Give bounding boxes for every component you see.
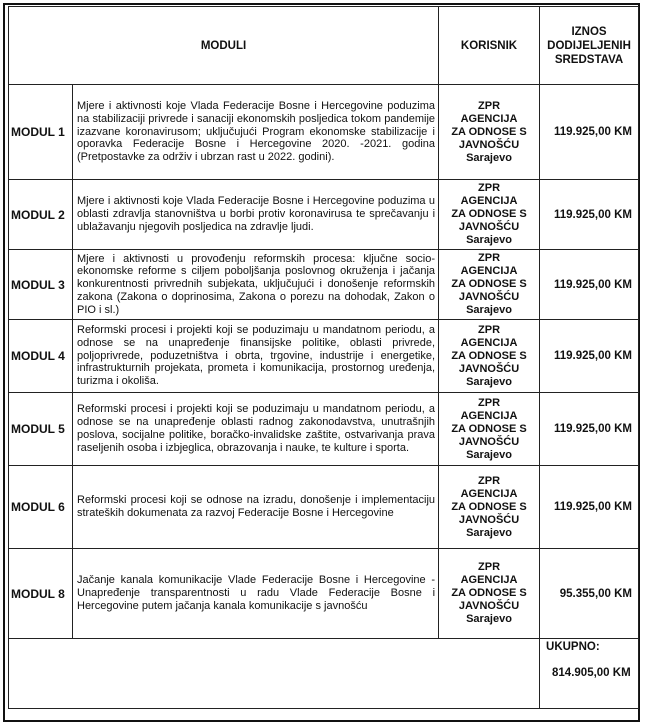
korisnik-line: JAVNOŠĆU bbox=[458, 221, 520, 233]
korisnik-line: Sarajevo bbox=[466, 151, 512, 164]
korisnik-line: ZPR bbox=[478, 99, 501, 112]
korisnik-line: ZA ODNOSE S bbox=[451, 125, 527, 138]
korisnik-line: Sarajevo bbox=[466, 613, 512, 625]
korisnik-cell bbox=[439, 320, 540, 393]
korisnik-line: ZA ODNOSE S bbox=[451, 278, 527, 290]
table-row bbox=[9, 549, 639, 639]
table-row bbox=[9, 180, 639, 250]
iznos-value: 119.925,00 KM bbox=[540, 180, 639, 250]
modul-name: MODUL 8 bbox=[9, 549, 73, 639]
iznos-value: 119.925,00 KM bbox=[540, 85, 639, 180]
total-value: 814.905,00 KM bbox=[552, 667, 631, 679]
korisnik-cell bbox=[439, 393, 540, 466]
iznos-value: 119.925,00 KM bbox=[540, 466, 639, 549]
modul-description: Reformski procesi i projekti koji se poduzimaju u mandatnom periodu, a odnose se na unapređenje oblasti radnog zakonodavstva, unutrašnjih poslova, socijalne politike, boračko-invalidske zaštite, ostvarivanja prava raseljenih osoba i izbjeglica, obrazovanja i nauke, te kulture i sporta. bbox=[73, 393, 439, 466]
iznos-value: 119.925,00 KM bbox=[540, 320, 639, 393]
korisnik-cell bbox=[439, 85, 540, 180]
modul-name: MODUL 5 bbox=[9, 393, 73, 466]
korisnik-line: Sarajevo bbox=[466, 375, 512, 388]
iznos-value: 119.925,00 KM bbox=[540, 393, 639, 466]
total-cell bbox=[540, 639, 639, 709]
iznos-value: 119.925,00 KM bbox=[540, 250, 639, 320]
korisnik-line: AGENCIJA bbox=[460, 574, 518, 586]
korisnik-line: ZPR bbox=[478, 474, 501, 487]
header-korisnik: KORISNIK bbox=[439, 7, 540, 85]
header-row bbox=[9, 7, 639, 85]
korisnik-cell bbox=[439, 250, 540, 320]
header-iznos bbox=[540, 7, 639, 85]
korisnik-line: ZA ODNOSE S bbox=[451, 500, 527, 513]
modul-name: MODUL 1 bbox=[9, 85, 73, 180]
korisnik-line: AGENCIJA bbox=[460, 112, 518, 125]
korisnik-line: ZPR bbox=[478, 182, 501, 194]
korisnik-line: ZA ODNOSE S bbox=[451, 208, 527, 220]
korisnik-cell bbox=[439, 466, 540, 549]
modul-description: Mjere i aktivnosti koje Vlada Federacije Bosne i Hercegovine poduzima na stabilizaciji privrede i sanaciji ekonomskih posljedica tokom pandemije izazvane koronavirusom; uključujući Program ekonomske stabilizacije i oporavka Federacije Bosne i Hercegovine 2020. -2021. godina (Pretpostavke za održiv i ubrzan rast u 2022. godini). bbox=[73, 85, 439, 180]
korisnik-line: AGENCIJA bbox=[460, 409, 518, 422]
korisnik-line: ZPR bbox=[478, 252, 501, 264]
korisnik-line: ZPR bbox=[478, 323, 501, 336]
modul-description: Jačanje kanala komunikacije Vlade Federacije Bosne i Hercegovine - Unapređenje transparentnosti u radu Vlade Federacije Bosne i Hercegovine putem jačanja kanala komunikacije s javnošću bbox=[73, 549, 439, 639]
korisnik-cell bbox=[439, 180, 540, 250]
modul-name: MODUL 4 bbox=[9, 320, 73, 393]
table-row bbox=[9, 393, 639, 466]
korisnik-line: Sarajevo bbox=[466, 304, 512, 316]
modul-name: MODUL 3 bbox=[9, 250, 73, 320]
table-row bbox=[9, 250, 639, 320]
header-iznos-line-3: SREDSTAVA bbox=[554, 53, 624, 66]
korisnik-line: AGENCIJA bbox=[460, 336, 518, 349]
korisnik-line: AGENCIJA bbox=[460, 195, 518, 207]
korisnik-line: ZPR bbox=[478, 396, 501, 409]
modul-description: Reformski procesi koji se odnose na izradu, donošenje i implementaciju strateških dokumenata za razvoj Federacije Bosne i Hercegovine bbox=[73, 466, 439, 549]
table-row bbox=[9, 466, 639, 549]
total-label: UKUPNO: bbox=[546, 641, 600, 653]
korisnik-line: AGENCIJA bbox=[460, 265, 518, 277]
modul-description: Mjere i aktivnosti koje Vlada Federacije Bosne i Hercegovine poduzima u oblasti zdravlja stanovništva u borbi protiv koronavirusa te sprečavanju i ublažavanju njegovih posljedica na zdravlje ljudi. bbox=[73, 180, 439, 250]
modul-description: Reformski procesi i projekti koji se poduzimaju u mandatnom periodu, a odnose se na unapređenje finansijske politike, oblasti privrede, poljoprivrede, poduzetništva i obrta, trgovine, industrije i energetike, infrastrukturnih projekata, prometa i komunikacija, prostornog uređenja, turizma i okoliša. bbox=[73, 320, 439, 393]
korisnik-line: ZA ODNOSE S bbox=[451, 349, 527, 362]
korisnik-line: AGENCIJA bbox=[460, 487, 518, 500]
table-row bbox=[9, 320, 639, 393]
modul-name: MODUL 2 bbox=[9, 180, 73, 250]
korisnik-line: Sarajevo bbox=[466, 448, 512, 461]
korisnik-line: ZA ODNOSE S bbox=[451, 587, 527, 599]
header-iznos-line-2: DODIJELJENIH bbox=[547, 39, 631, 52]
korisnik-line: JAVNOŠĆU bbox=[458, 513, 520, 526]
korisnik-line: JAVNOŠĆU bbox=[458, 138, 520, 151]
korisnik-line: Sarajevo bbox=[466, 526, 512, 539]
korisnik-line: JAVNOŠĆU bbox=[458, 435, 520, 448]
korisnik-line: Sarajevo bbox=[466, 234, 512, 246]
header-iznos-line-1: IZNOS bbox=[571, 25, 607, 38]
total-row bbox=[9, 639, 639, 709]
korisnik-line: JAVNOŠĆU bbox=[458, 362, 520, 375]
korisnik-line: JAVNOŠĆU bbox=[458, 291, 520, 303]
modul-description: Mjere i aktivnosti u provođenju reformskih procesa: ključne socio-ekonomske reforme s ciljem poboljšanja poslovnog okruženja i jačanja konkurentnosti privrednih subjekata, uključujući i donošenje reformskih zakona (Zakona o doprinosima, Zakona o porezu na dohodak, Zakon o PIO i sl.) bbox=[73, 250, 439, 320]
iznos-value: 95.355,00 KM bbox=[540, 549, 639, 639]
table-row bbox=[9, 85, 639, 180]
total-empty-cell bbox=[9, 639, 540, 709]
korisnik-line: ZPR bbox=[478, 561, 501, 573]
moduli-table bbox=[8, 6, 639, 709]
korisnik-line: JAVNOŠĆU bbox=[458, 600, 520, 612]
korisnik-cell bbox=[439, 549, 540, 639]
modul-name: MODUL 6 bbox=[9, 466, 73, 549]
header-moduli: MODULI bbox=[9, 7, 439, 85]
korisnik-line: ZA ODNOSE S bbox=[451, 422, 527, 435]
